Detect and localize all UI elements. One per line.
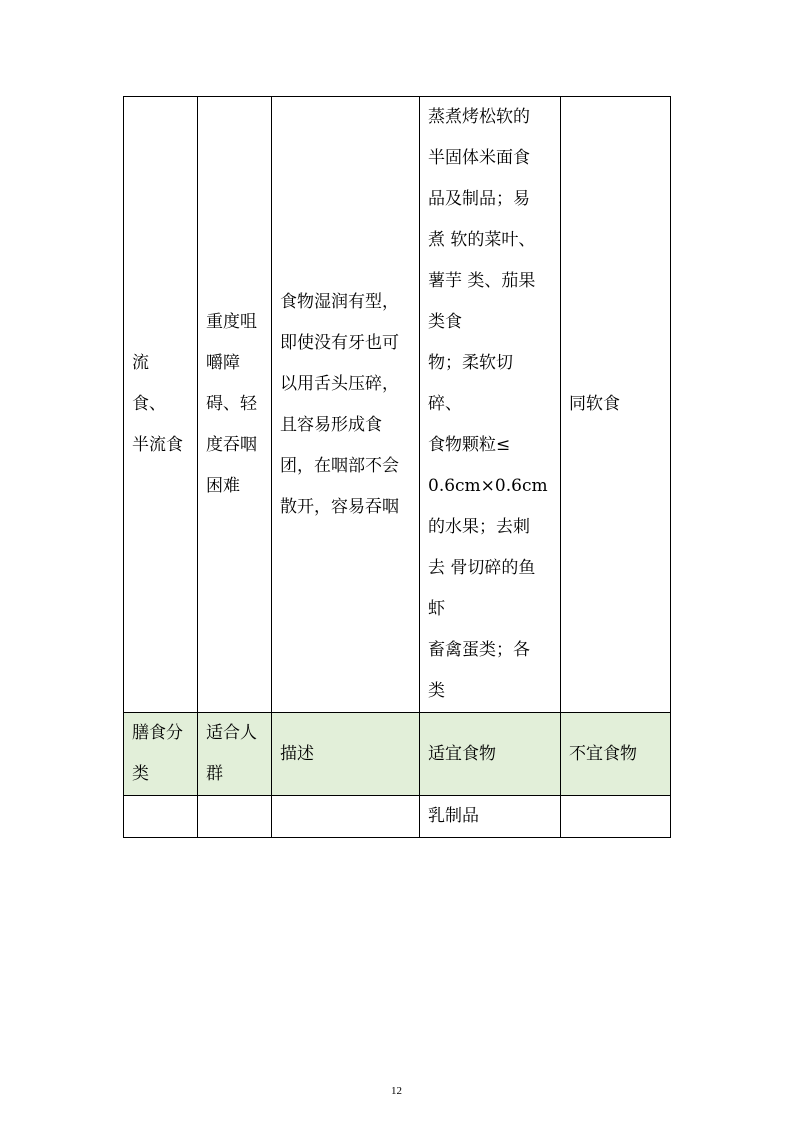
cell-line: 食物湿润有型， [280, 291, 399, 312]
page-number: 12 [391, 1085, 402, 1097]
diet-table [123, 96, 671, 838]
cell-line: 碍、轻 [206, 394, 257, 414]
cell-line: 虾 [428, 599, 445, 619]
cell-line: 适宜食物 [428, 743, 496, 764]
empty-cell [124, 796, 198, 838]
cell-line: 即使没有牙也可 [280, 332, 399, 353]
cell-line: 品及制品；易 [428, 189, 530, 209]
cell-line: 类 [428, 681, 445, 701]
table-header-row [124, 713, 671, 796]
suitable-foods-cell [420, 796, 561, 838]
cell-line: 薯芋 类、茄果 [428, 271, 536, 291]
table-row [124, 796, 671, 838]
empty-cell [561, 796, 671, 838]
cell-line: 物；柔软切 [428, 353, 513, 373]
cell-line: 同软食 [569, 394, 620, 414]
cell-line: 去 骨切碎的鱼 [428, 558, 536, 578]
population-cell [198, 97, 272, 713]
cell-line: 且容易形成食 [280, 414, 382, 435]
cell-line: 食、 [132, 394, 166, 414]
header-unsuitable-foods [561, 713, 671, 796]
cell-line: 适合人 [206, 723, 257, 743]
cell-line: 0.6cm×0.6cm [428, 476, 548, 496]
header-population [198, 713, 272, 796]
unsuitable-foods-cell [561, 97, 671, 713]
cell-line: 乳制品 [428, 806, 479, 826]
suitable-foods-cell [420, 97, 561, 713]
cell-line: 重度咀 [206, 312, 257, 332]
cell-line: 描述 [280, 743, 314, 764]
cell-line: 嚼障 [206, 353, 240, 373]
cell-line: 群 [206, 764, 223, 784]
cell-line: 的水果；去刺 [428, 517, 530, 537]
cell-line: 团，在咽部不会 [280, 455, 399, 476]
cell-line: 散开，容易吞咽 [280, 496, 399, 517]
cell-line: 畜禽蛋类；各 [428, 640, 530, 660]
cell-line: 度吞咽 [206, 435, 257, 455]
header-category [124, 713, 198, 796]
cell-line: 碎、 [428, 394, 462, 414]
empty-cell [198, 796, 272, 838]
cell-line: 类食 [428, 312, 462, 332]
description-cell [272, 97, 420, 713]
cell-line: 半固体米面食 [428, 148, 530, 168]
table-row [124, 97, 671, 713]
cell-line: 膳食分 [132, 723, 183, 743]
cell-line: 以用舌头压碎， [280, 373, 399, 394]
cell-line: 不宜食物 [569, 743, 637, 764]
category-cell [124, 97, 198, 713]
cell-line: 蒸煮烤松软的 [428, 107, 530, 127]
cell-line: 半流食 [132, 435, 183, 455]
cell-line: 煮 软的菜叶、 [428, 230, 536, 250]
cell-line: 困难 [206, 476, 240, 496]
header-description [272, 713, 420, 796]
cell-line: 流 [132, 353, 149, 373]
cell-line: 食物颗粒≤ [428, 435, 511, 455]
empty-cell [272, 796, 420, 838]
header-suitable-foods [420, 713, 561, 796]
cell-line: 类 [132, 764, 149, 784]
